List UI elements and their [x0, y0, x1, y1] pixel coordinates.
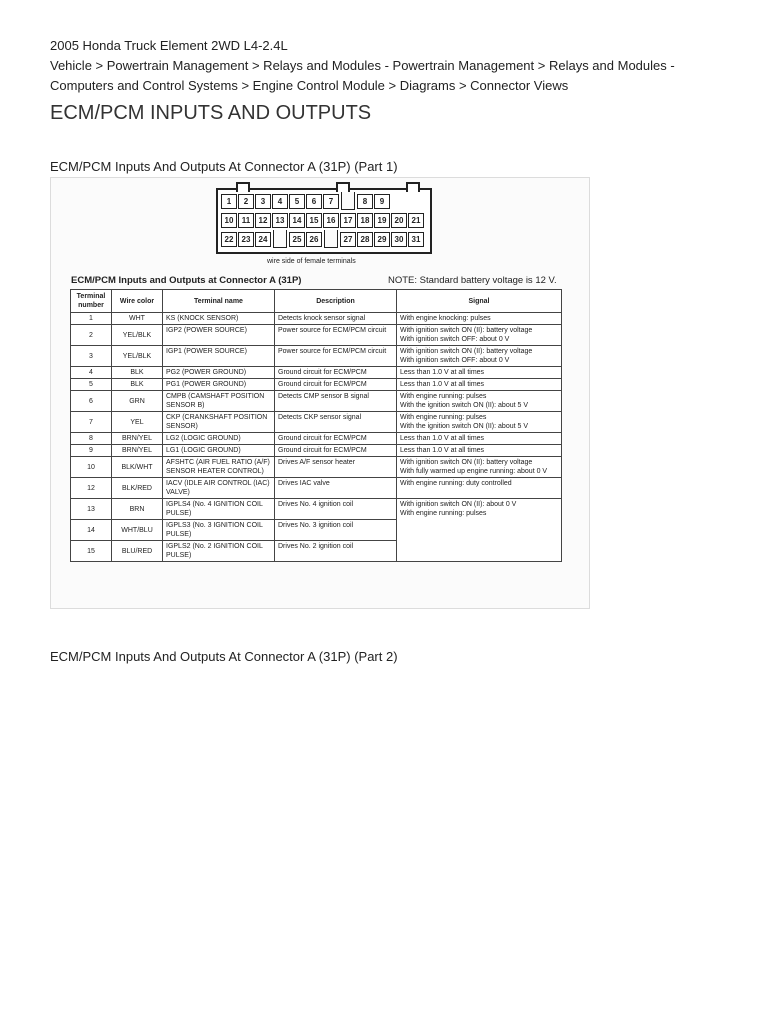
- table-row: [71, 367, 562, 379]
- signal-cell: With engine running: pulses With the ignition switch ON (II): about 5 V: [397, 412, 562, 433]
- terminal-name-cell: IGPLS4 (No. 4 IGNITION COIL PULSE): [163, 499, 275, 520]
- connector-pin-28: 28: [357, 232, 373, 247]
- terminal-number-cell: 1: [71, 313, 112, 325]
- breadcrumb: Vehicle > Powertrain Management > Relays and Modules - Powertrain Management > Relays and Modules - Computers and Control Systems > Engine Control Module > Diagrams > Connector Views: [50, 58, 675, 93]
- connector-pin-26: 26: [306, 232, 322, 247]
- signal-cell: With ignition switch ON (II): battery voltage With ignition switch OFF: about 0 V: [397, 325, 562, 346]
- connector-pin-8: 8: [357, 194, 373, 209]
- wire-color-cell: YEL: [112, 412, 163, 433]
- column-header: Description: [275, 290, 397, 313]
- wire-color-cell: BLK/RED: [112, 478, 163, 499]
- connector-pin-12: 12: [255, 213, 271, 228]
- terminal-number-cell: 5: [71, 379, 112, 391]
- description-cell: Drives IAC valve: [275, 478, 397, 499]
- description-cell: Drives No. 4 ignition coil: [275, 499, 397, 520]
- terminal-name-cell: IGPLS3 (No. 3 IGNITION COIL PULSE): [163, 520, 275, 541]
- wire-color-cell: BRN/YEL: [112, 445, 163, 457]
- terminal-number-cell: 2: [71, 325, 112, 346]
- column-header: Terminal number: [71, 290, 112, 313]
- terminal-number-cell: 12: [71, 478, 112, 499]
- column-header: Wire color: [112, 290, 163, 313]
- wire-color-cell: GRN: [112, 391, 163, 412]
- terminal-number-cell: 8: [71, 433, 112, 445]
- table-row: [71, 379, 562, 391]
- figure-caption-part-2: ECM/PCM Inputs And Outputs At Connector A (31P) (Part 2): [50, 649, 398, 664]
- connector-pin-2: 2: [238, 194, 254, 209]
- wire-color-cell: BLK: [112, 367, 163, 379]
- table-row: [71, 313, 562, 325]
- table-row: [71, 499, 562, 520]
- connector-pin-13: 13: [272, 213, 288, 228]
- connector-pin-19: 19: [374, 213, 390, 228]
- connector-pin-1: 1: [221, 194, 237, 209]
- terminal-number-cell: 13: [71, 499, 112, 520]
- terminal-number-cell: 7: [71, 412, 112, 433]
- connector-pin-17: 17: [340, 213, 356, 228]
- terminal-name-cell: KS (KNOCK SENSOR): [163, 313, 275, 325]
- description-cell: Ground circuit for ECM/PCM: [275, 433, 397, 445]
- signal-cell: With engine knocking: pulses: [397, 313, 562, 325]
- terminal-number-cell: 4: [71, 367, 112, 379]
- wire-color-cell: BRN/YEL: [112, 433, 163, 445]
- terminal-number-cell: 14: [71, 520, 112, 541]
- connector-key-gap: [324, 230, 338, 248]
- description-cell: Ground circuit for ECM/PCM: [275, 367, 397, 379]
- voltage-note: NOTE: Standard battery voltage is 12 V.: [388, 275, 557, 286]
- description-cell: Power source for ECM/PCM circuit: [275, 325, 397, 346]
- description-cell: Detects knock sensor signal: [275, 313, 397, 325]
- connector-pin-18: 18: [357, 213, 373, 228]
- connector-pin-9: 9: [374, 194, 390, 209]
- connector-key-gap: [273, 230, 287, 248]
- figure-caption-part-1: ECM/PCM Inputs And Outputs At Connector A (31P) (Part 1): [50, 159, 398, 174]
- signal-cell: With engine running: duty controlled: [397, 478, 562, 499]
- connector-pin-27: 27: [340, 232, 356, 247]
- connector-pin-10: 10: [221, 213, 237, 228]
- connector-diagram: [216, 188, 432, 254]
- connector-pin-11: 11: [238, 213, 254, 228]
- connector-pin-25: 25: [289, 232, 305, 247]
- description-cell: Ground circuit for ECM/PCM: [275, 445, 397, 457]
- connector-pin-16: 16: [323, 213, 339, 228]
- wire-color-cell: BLK/WHT: [112, 457, 163, 478]
- terminal-name-cell: AFSHTC (AIR FUEL RATIO (A/F) SENSOR HEATER CONTROL): [163, 457, 275, 478]
- description-cell: Ground circuit for ECM/PCM: [275, 379, 397, 391]
- signal-cell: With ignition switch ON (II): battery voltage With fully warmed up engine running: about 0 V: [397, 457, 562, 478]
- terminal-name-cell: PG1 (POWER GROUND): [163, 379, 275, 391]
- connector-pin-3: 3: [255, 194, 271, 209]
- table-row: [71, 391, 562, 412]
- table-row: [71, 445, 562, 457]
- table-row: [71, 412, 562, 433]
- terminal-name-cell: LG2 (LOGIC GROUND): [163, 433, 275, 445]
- connector-pin-23: 23: [238, 232, 254, 247]
- connector-pin-22: 22: [221, 232, 237, 247]
- description-cell: Detects CKP sensor signal: [275, 412, 397, 433]
- connector-pin-30: 30: [391, 232, 407, 247]
- signal-cell: Less than 1.0 V at all times: [397, 433, 562, 445]
- description-cell: Detects CMP sensor B signal: [275, 391, 397, 412]
- terminal-name-cell: LG1 (LOGIC GROUND): [163, 445, 275, 457]
- connector-pin-31: 31: [408, 232, 424, 247]
- description-cell: Drives A/F sensor heater: [275, 457, 397, 478]
- connector-pin-21: 21: [408, 213, 424, 228]
- wire-color-cell: BRN: [112, 499, 163, 520]
- connector-latch: [336, 182, 350, 192]
- connector-pin-5: 5: [289, 194, 305, 209]
- terminal-name-cell: PG2 (POWER GROUND): [163, 367, 275, 379]
- connector-pin-7: 7: [323, 194, 339, 209]
- connector-latch: [236, 182, 250, 192]
- signal-cell: With engine running: pulses With the ignition switch ON (II): about 5 V: [397, 391, 562, 412]
- signal-cell: Less than 1.0 V at all times: [397, 445, 562, 457]
- table-row: [71, 433, 562, 445]
- table-row: [71, 346, 562, 367]
- wire-color-cell: WHT: [112, 313, 163, 325]
- table-row: [71, 457, 562, 478]
- wire-color-cell: BLU/RED: [112, 541, 163, 562]
- connector-figure: [50, 177, 590, 609]
- signal-cell: Less than 1.0 V at all times: [397, 367, 562, 379]
- terminal-number-cell: 9: [71, 445, 112, 457]
- terminal-name-cell: IGP2 (POWER SOURCE): [163, 325, 275, 346]
- table-row: [71, 325, 562, 346]
- connector-pin-6: 6: [306, 194, 322, 209]
- connector-latch: [406, 182, 420, 192]
- terminal-name-cell: CMPB (CAMSHAFT POSITION SENSOR B): [163, 391, 275, 412]
- wire-side-note: wire side of female terminals: [267, 258, 356, 265]
- wire-color-cell: YEL/BLK: [112, 325, 163, 346]
- signal-cell: With ignition switch ON (II): battery voltage With ignition switch OFF: about 0 V: [397, 346, 562, 367]
- description-cell: Power source for ECM/PCM circuit: [275, 346, 397, 367]
- terminal-number-cell: 6: [71, 391, 112, 412]
- table-header-row: [71, 290, 562, 313]
- signal-cell: With ignition switch ON (II): about 0 V With engine running: pulses: [397, 499, 562, 562]
- connector-pin-15: 15: [306, 213, 322, 228]
- connector-pin-20: 20: [391, 213, 407, 228]
- signal-cell: Less than 1.0 V at all times: [397, 379, 562, 391]
- column-header: Signal: [397, 290, 562, 313]
- terminal-name-cell: IGP1 (POWER SOURCE): [163, 346, 275, 367]
- terminal-number-cell: 15: [71, 541, 112, 562]
- page-title: ECM/PCM INPUTS AND OUTPUTS: [50, 102, 372, 124]
- description-cell: Drives No. 3 ignition coil: [275, 520, 397, 541]
- connector-pin-14: 14: [289, 213, 305, 228]
- wire-color-cell: WHT/BLU: [112, 520, 163, 541]
- terminal-name-cell: CKP (CRANKSHAFT POSITION SENSOR): [163, 412, 275, 433]
- vehicle-title: 2005 Honda Truck Element 2WD L4-2.4L: [50, 38, 288, 53]
- connector-pin-24: 24: [255, 232, 271, 247]
- connector-pin-29: 29: [374, 232, 390, 247]
- terminal-number-cell: 3: [71, 346, 112, 367]
- description-cell: Drives No. 2 ignition coil: [275, 541, 397, 562]
- column-header: Terminal name: [163, 290, 275, 313]
- connector-pin-4: 4: [272, 194, 288, 209]
- wire-color-cell: YEL/BLK: [112, 346, 163, 367]
- table-heading: ECM/PCM Inputs and Outputs at Connector A (31P): [71, 275, 302, 286]
- terminal-name-cell: IACV (IDLE AIR CONTROL (IAC) VALVE): [163, 478, 275, 499]
- connector-key-gap: [341, 192, 355, 210]
- table-row: [71, 478, 562, 499]
- terminal-name-cell: IGPLS2 (No. 2 IGNITION COIL PULSE): [163, 541, 275, 562]
- terminal-table: [70, 289, 562, 562]
- wire-color-cell: BLK: [112, 379, 163, 391]
- terminal-number-cell: 10: [71, 457, 112, 478]
